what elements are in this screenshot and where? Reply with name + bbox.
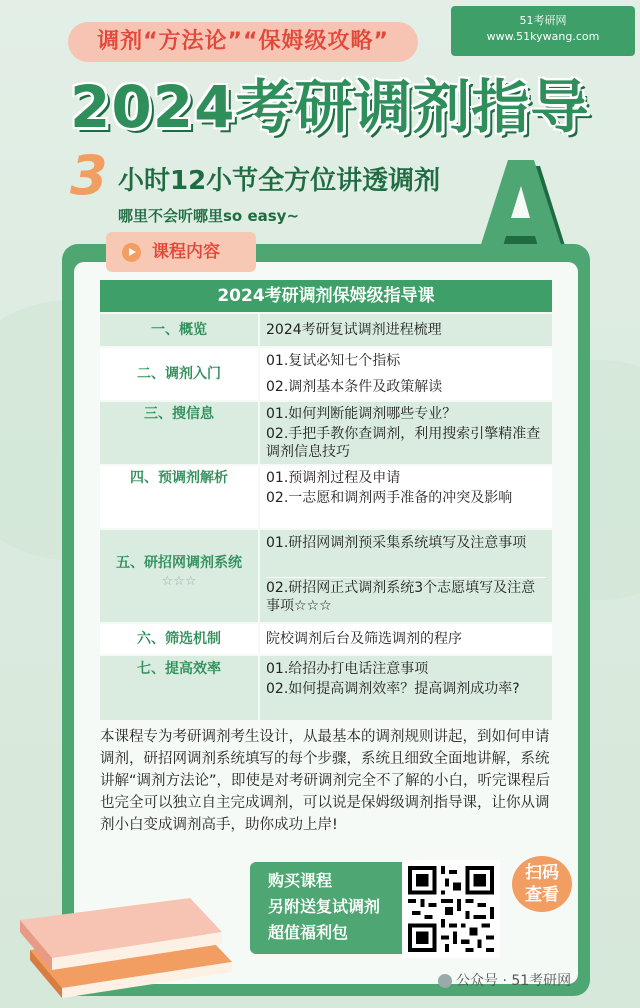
site-url: www.51kywang.com	[486, 30, 600, 43]
row-item: 02.如何提高调剂效率？提高调剂成功率?	[266, 681, 520, 697]
table-row	[100, 402, 552, 464]
table-row	[100, 656, 552, 720]
row-content	[260, 402, 552, 464]
row-item: 01.预调剂过程及申请	[266, 470, 401, 486]
buy-line: 超值福利包	[268, 923, 349, 942]
row-item: 02.调剂基本条件及政策解读	[266, 379, 443, 395]
row-title: 五、研招网调剂系统	[116, 555, 242, 571]
row-item: 院校调剂后台及筛选调剂的程序	[266, 631, 462, 647]
scan-line: 查看	[525, 885, 559, 905]
row-item: 2024考研复试调剂进程梳理	[266, 322, 442, 338]
subtitle: 小时12小节全方位讲透调剂	[118, 166, 441, 196]
row-title: 七、提高效率	[100, 656, 258, 720]
site-badge[interactable]	[451, 6, 635, 56]
watermark-text: 公众号 · 51考研网	[456, 973, 572, 989]
watermark	[438, 970, 571, 990]
table-row	[100, 624, 552, 654]
row-content	[260, 624, 552, 654]
site-name: 51考研网	[519, 14, 567, 27]
row-title: 三、搜信息	[100, 402, 258, 464]
tab-course-content[interactable]: 课程内容	[106, 232, 256, 272]
row-title: 二、调剂入门	[100, 348, 258, 400]
qr-code[interactable]	[402, 860, 500, 958]
row-item: 01.复试必知七个指标	[266, 353, 401, 369]
scan-badge	[512, 856, 572, 912]
row-content	[260, 314, 552, 346]
table-row	[100, 348, 552, 400]
wechat-icon	[438, 974, 452, 988]
qr-code-icon	[408, 866, 494, 952]
table-row	[100, 314, 552, 346]
row-title: 一、概览	[100, 314, 258, 346]
table-header: 2024考研调剂保姆级指导课	[100, 280, 552, 312]
row-content	[260, 656, 552, 720]
star-rating: ☆☆☆	[161, 574, 197, 589]
main-title: 2024考研调剂指导	[70, 73, 590, 141]
tagline-banner: 调剂“方法论”“保姆级攻略”	[68, 22, 418, 62]
table-row	[100, 530, 552, 622]
buy-course-button[interactable]	[250, 862, 410, 954]
buy-line: 另附送复试调剂	[268, 897, 381, 916]
row-item: 02.研招网正式调剂系统3个志愿填写及注意事项☆☆☆	[266, 577, 546, 615]
row-title: 四、预调剂解析	[100, 466, 258, 528]
row-item: 01.给招办打电话注意事项	[266, 661, 429, 677]
row-item: 01.如何判断能调剂哪些专业？	[266, 406, 457, 422]
row-item: 02.手把手教你查调剂，利用搜索引擎精准查调剂信息技巧	[266, 426, 541, 460]
row-content	[260, 348, 552, 400]
course-description: 本课程专为考研调剂考生设计，从最基本的调剂规则讲起，到如何申请调剂，研招网调剂系统填写的每个步骤，系统且细致全面地讲解，系统讲解“调剂方法论”，即使是对考研调剂完全不了解的小白，听完课程后也完全可以独立自主完成调剂，可以说是保姆级调剂指导课，让你从调剂小白变成调剂高手，助你成功上岸!	[100, 729, 551, 833]
table-row	[100, 466, 552, 528]
subnote: 哪里不会听哪里so easy~	[118, 207, 300, 225]
scan-line: 扫码	[525, 863, 559, 883]
row-item: 02.一志愿和调剂两手准备的冲突及影响	[266, 490, 513, 506]
row-title: 六、筛选机制	[100, 624, 258, 654]
big-number-three: 3	[70, 144, 108, 207]
row-content	[260, 466, 552, 528]
row-content	[260, 530, 552, 622]
books-icon	[10, 880, 240, 1000]
row-item: 01.研招网调剂预采集系统填写及注意事项	[266, 535, 527, 551]
row-title-cell	[100, 530, 258, 622]
play-icon	[122, 243, 141, 262]
buy-line: 购买课程	[268, 871, 333, 890]
